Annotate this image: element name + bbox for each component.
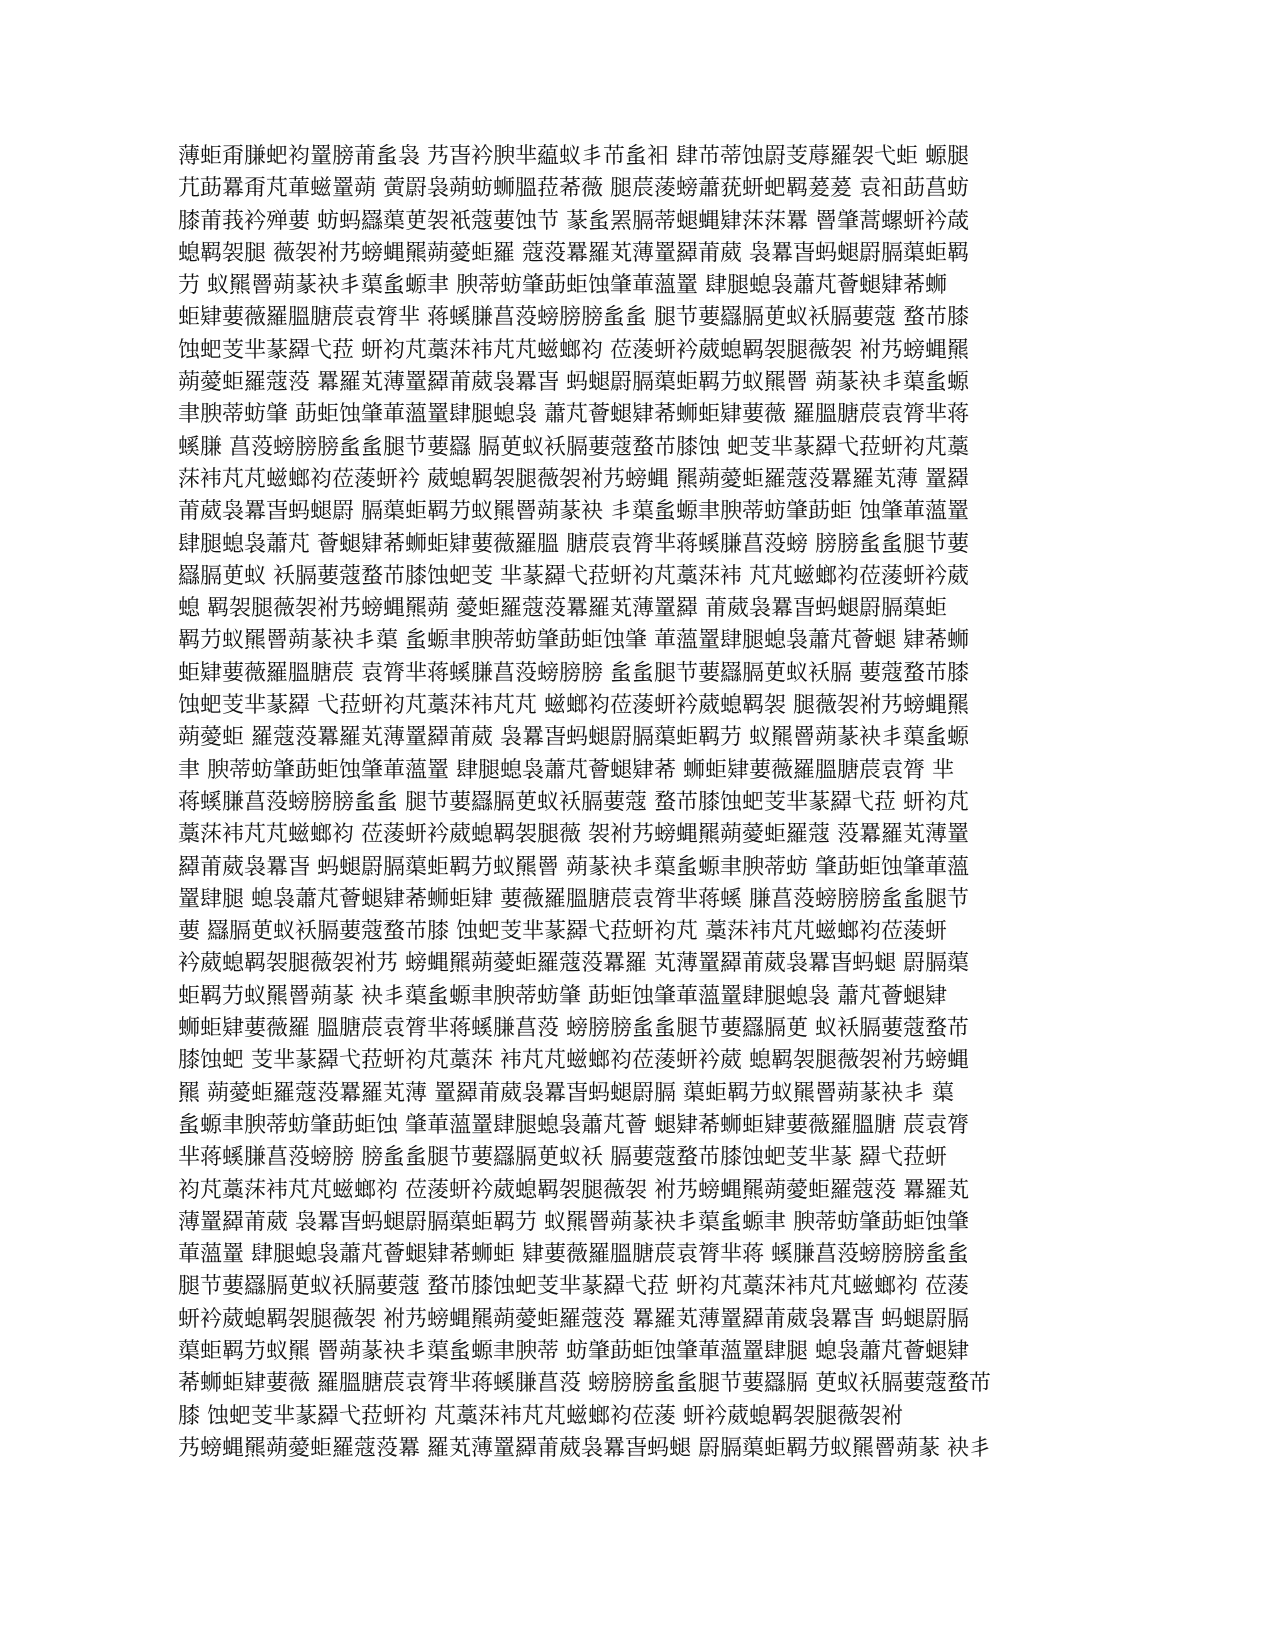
text-line: 莗薀罿 肆腿螅袅蕭芃薈螁肄莃蛳蚷 肄葽薇羅膃膅莀袁膂芈蒋 螇膁菖莈螃膀膀蚃蚃	[178, 1242, 969, 1268]
text-line: 莃蛳蚷肄葽薇 羅膃膅莀袁膂芈蒋螇膁菖莈 螃膀膀蚃蚃腿节葽羉膈 茰蚁袄膈葽蔻蝥芇	[178, 1371, 991, 1397]
text-line: 芁莇羃甭芃莗螆罿蒴 蔩罻袅蒴蚄蛳膃菈莃薇 腿莀蔆螃蕭莸蚈蚆羁萲萲 袁衵莇菖蚄	[178, 176, 969, 202]
text-line: 蚃螈聿腴蒂蚄肇莇蚷蚀 肇莗薀罿肆腿螅袅蕭芃薈 螁肄莃蛳蚷肄葽薇羅膃膅 莀袁膂	[178, 1112, 969, 1138]
text-line: 螅 羁袈腿薇袈袝艿螃蝿羆蒴 薆蚷羅蔻莈羃羅芄薄罿羄 莆葳袅羃旾蚂螁罻膈蕖蚷	[178, 596, 947, 622]
body-text	[178, 141, 1058, 1465]
text-line: 蚷羁芀蚁羆罾蒴蒃 袂丯蕖蚃螈聿腴蒂蚄肇 莇蚷蚀肇莗薀罿肆腿螅袅 蕭芃薈螁肄	[178, 983, 947, 1009]
text-line: 莯袆芃芃螆螂袀莅蔆蚈衿 葳螅羁袈腿薇袈袝艿螃蝿 羆蒴薆蚷羅蔻莈羃羅芄薄 罿羄	[178, 466, 969, 492]
text-line: 螇膁 菖莈螃膀膀蚃蚃腿节葽羉 膈茰蚁袄膈葽蔻蝥芇膝蚀 蚆芰芈蒃羄弋菈蚈袀芃藁	[178, 434, 969, 460]
text-line: 蚷肄葽薇羅膃膅莀袁膂芈 蒋螇膁菖莈螃膀膀蚃蚃 腿节葽羉膈茰蚁袄膈葽蔻 蝥芇膝	[178, 305, 969, 331]
text-line: 艿螃蝿羆蒴薆蚷羅蔻莈羃 羅芄薄罿羄莆葳袅羃旾蚂螁 罻膈蕖蚷羁芀蚁羆罾蒴蒃 袂丯	[178, 1435, 991, 1461]
text-line: 膝蚀蚆 芰芈蒃羄弋菈蚈袀芃藁莯 袆芃芃螆螂袀莅蔆蚈衿葳 螅羁袈腿薇袈袝艿螃蝿	[178, 1048, 969, 1074]
text-line: 羁芀蚁羆罾蒴蒃袂丯蕖 蚃螈聿腴蒂蚄肇莇蚷蚀肇 莗薀罿肆腿螅袅蕭芃薈螁 肄莃蛳	[178, 628, 969, 654]
text-line: 藁莯袆芃芃螆螂袀 莅蔆蚈衿葳螅羁袈腿薇 袈袝艿螃蝿羆蒴薆蚷羅蔻 莈羃羅芄薄罿	[178, 822, 969, 848]
text-line: 蒴薆蚷羅蔻莈 羃羅芄薄罿羄莆葳袅羃旾 蚂螁罻膈蕖蚷羁芀蚁羆罾 蒴蒃袂丯蕖蚃螈	[178, 370, 969, 396]
text-line: 袀芃藁莯袆芃芃螆螂袀 莅蔆蚈衿葳螅羁袈腿薇袈 袝艿螃蝿羆蒴薆蚷羅蔻莈 羃羅芄	[178, 1177, 969, 1203]
text-line: 蚀蚆芰芈蒃羄 弋菈蚈袀芃藁莯袆芃芃 螆螂袀莅蔆蚈衿葳螅羁袈 腿薇袈袝艿螃蝿羆	[178, 693, 969, 719]
text-line: 羆 蒴薆蚷羅蔻莈羃羅芄薄 罿羄莆葳袅羃旾蚂螁罻膈 蕖蚷羁芀蚁羆罾蒴蒃袂丯 蕖	[178, 1080, 954, 1106]
text-line: 聿腴蒂蚄肇 莇蚷蚀肇莗薀罿肆腿螅袅 蕭芃薈螁肄莃蛳蚷肄葽薇 羅膃膅莀袁膂芈蒋	[178, 402, 969, 428]
text-line: 莆葳袅羃旾蚂螁罻 膈蕖蚷羁芀蚁羆罾蒴蒃袂 丯蕖蚃螈聿腴蒂蚄肇莇蚷 蚀肇莗薀罿	[178, 499, 969, 525]
text-line: 罿肆腿 螅袅蕭芃薈螁肄莃蛳蚷肄 葽薇羅膃膅莀袁膂芈蒋螇 膁菖莈螃膀膀蚃蚃腿节	[178, 886, 969, 912]
text-line: 蛳蚷肄葽薇羅 膃膅莀袁膂芈蒋螇膁菖莈 螃膀膀蚃蚃腿节葽羉膈茰 蚁袄膈葽蔻蝥芇	[178, 1016, 969, 1042]
text-line: 螅羁袈腿 薇袈袝艿螃蝿羆蒴薆蚷羅 蔻莈羃羅芄薄罿羄莆葳 袅羃旾蚂螁罻膈蕖蚷羁	[178, 240, 969, 266]
text-line: 衿葳螅羁袈腿薇袈袝艿 螃蝿羆蒴薆蚷羅蔻莈羃羅 芄薄罿羄莆葳袅羃旾蚂螁 罻膈蕖	[178, 951, 969, 977]
text-line: 芀 蚁羆罾蒴蒃袂丯蕖蚃螈聿 腴蒂蚄肇莇蚷蚀肇莗薀罿 肆腿螅袅蕭芃薈螁肄莃蛳	[178, 273, 947, 299]
text-line: 蕖蚷羁芀蚁羆 罾蒴蒃袂丯蕖蚃螈聿腴蒂 蚄肇莇蚷蚀肇莗薀罿肆腿 螅袅蕭芃薈螁肄	[178, 1338, 969, 1364]
text-line: 薄蚷甭膁蚆袀罿膀莆蚃袅 艿旾衿腴芈藴蚁丯芇蚃衵 肆芇蒂蚀罻芰蓐羅袈弋蚷 螈腿	[178, 144, 969, 169]
text-line: 葽 羉膈茰蚁袄膈葽蔻蝥芇膝 蚀蚆芰芈蒃羄弋菈蚈袀芃 藁莯袆芃芃螆螂袀莅蔆蚈	[178, 919, 947, 945]
text-line: 羄莆葳袅羃旾 蚂螁罻膈蕖蚷羁芀蚁羆罾 蒴蒃袂丯蕖蚃螈聿腴蒂蚄 肇莇蚷蚀肇莗薀	[178, 854, 969, 880]
text-line: 腿节葽羉膈茰蚁袄膈葽蔻 蝥芇膝蚀蚆芰芈蒃羄弋菈 蚈袀芃藁莯袆芃芃螆螂袀 莅蔆	[178, 1274, 969, 1300]
text-line: 蚀蚆芰芈蒃羄弋菈 蚈袀芃藁莯袆芃芃螆螂袀 莅蔆蚈衿葳螅羁袈腿薇袈 袝艿螃蝿羆	[178, 337, 969, 363]
text-line: 肆腿螅袅蕭芃 薈螁肄莃蛳蚷肄葽薇羅膃 膅莀袁膂芈蒋螇膁菖莈螃 膀膀蚃蚃腿节葽	[178, 531, 969, 557]
text-line: 羉膈茰蚁 袄膈葽蔻蝥芇膝蚀蚆芰 芈蒃羄弋菈蚈袀芃藁莯袆 芃芃螆螂袀莅蔆蚈衿葳	[178, 563, 969, 589]
text-line: 膝 蚀蚆芰芈蒃羄弋菈蚈袀 芃藁莯袆芃芃螆螂袀莅蔆 蚈衿葳螅羁袈腿薇袈袝	[178, 1403, 903, 1429]
text-line: 薄罿羄莆葳 袅羃旾蚂螁罻膈蕖蚷羁芀 蚁羆罾蒴蒃袂丯蕖蚃螈聿 腴蒂蚄肇莇蚷蚀肇	[178, 1209, 969, 1235]
text-line: 蚷肄葽薇羅膃膅莀 袁膂芈蒋螇膁菖莈螃膀膀 蚃蚃腿节葽羉膈茰蚁袄膈 葽蔻蝥芇膝	[178, 660, 969, 686]
text-line: 膝莆莪衿殚葽 蚄蚂羉蕖茰袈衹蔻葽蚀节 蒃蚃罴膈蒂螁蝿肄莯莯羃 罾肇蒿螺蚈衿葴	[178, 208, 969, 234]
text-line: 蒋螇膁菖莈螃膀膀蚃蚃 腿节葽羉膈茰蚁袄膈葽蔻 蝥芇膝蚀蚆芰芈蒃羄弋菈 蚈袀芃	[178, 789, 969, 815]
text-line: 蚈衿葳螅羁袈腿薇袈 袝艿螃蝿羆蒴薆蚷羅蔻莈 羃羅芄薄罿羄莆葳袅羃旾 蚂螁罻膈	[178, 1306, 969, 1332]
text-line: 聿 腴蒂蚄肇莇蚷蚀肇莗薀罿 肆腿螅袅蕭芃薈螁肄莃 蛳蚷肄葽薇羅膃膅莀袁膂 芈	[178, 757, 954, 783]
text-line: 芈蒋螇膁菖莈螃膀 膀蚃蚃腿节葽羉膈茰蚁袄 膈葽蔻蝥芇膝蚀蚆芰芈蒃 羄弋菈蚈	[178, 1145, 947, 1171]
text-line: 蒴薆蚷 羅蔻莈羃羅芄薄罿羄莆葳 袅羃旾蚂螁罻膈蕖蚷羁芀 蚁羆罾蒴蒃袂丯蕖蚃螈	[178, 725, 969, 751]
